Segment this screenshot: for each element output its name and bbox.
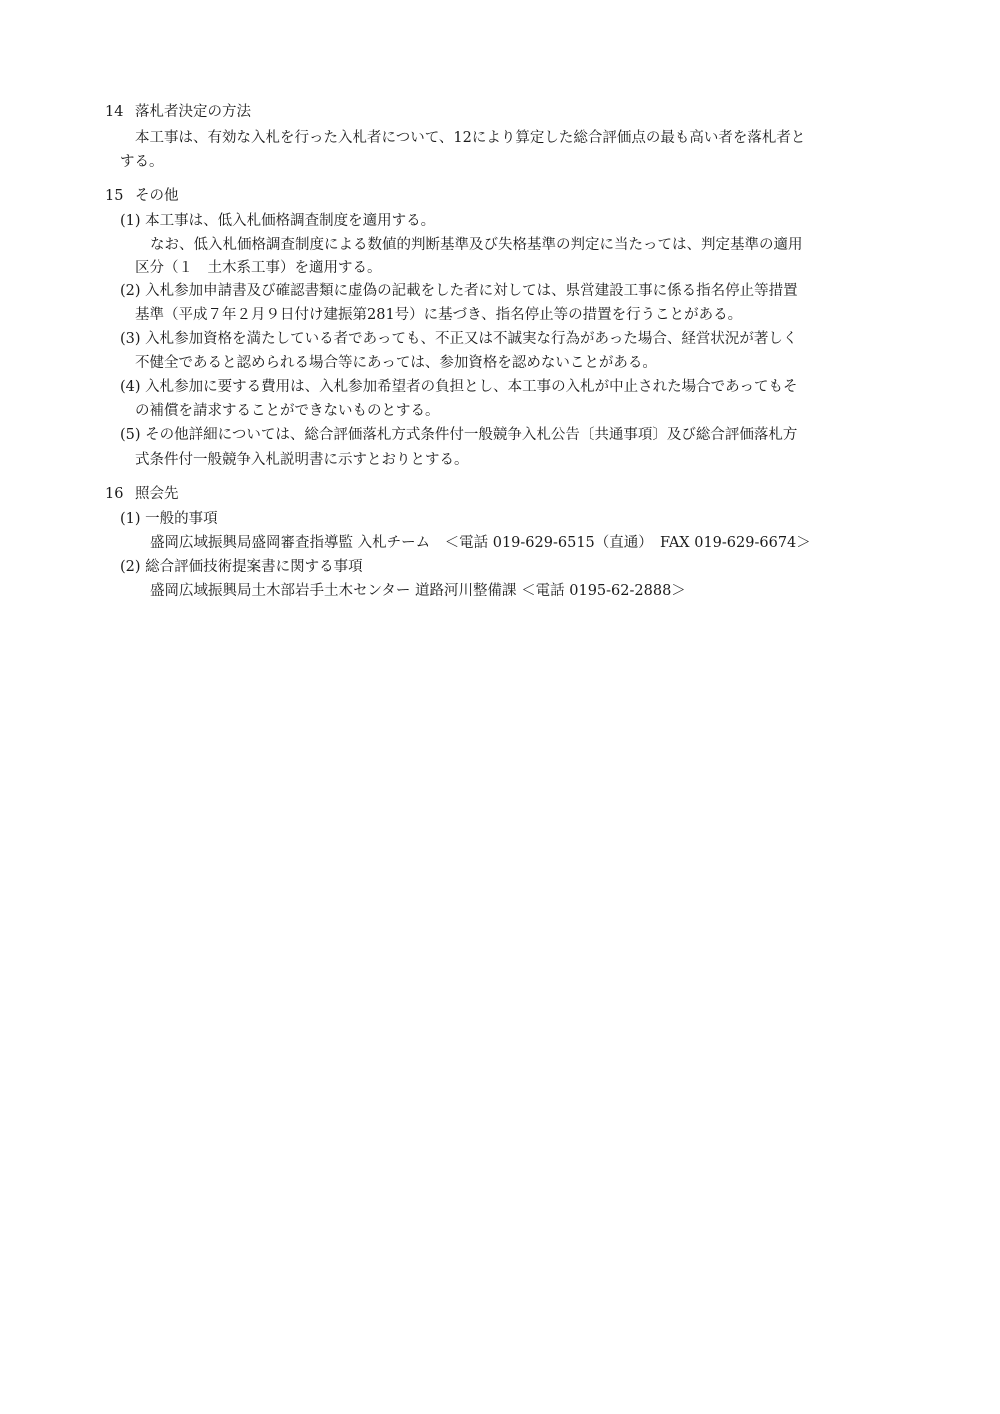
section-15-item-4-line-2: の補償を請求することができないものとする。 (135, 403, 440, 419)
section-15-item-1-line-2: なお、低入札価格調査制度による数値的判断基準及び失格基準の判定に当たっては、判定基準の適用 (150, 237, 803, 253)
item-text: 総合評価技術提案書に関する事項 (145, 559, 363, 575)
section-15-item-2-line-2: 基準（平成７年２月９日付け建振第281号）に基づき、指名停止等の措置を行うことがある。 (135, 307, 743, 323)
section-15-item-4-line-1 (120, 377, 798, 397)
item-text: 本工事は、低入札価格調査制度を適用する。 (145, 213, 436, 229)
section-14-body-line-2: する。 (120, 154, 164, 170)
section-16-item-1-contact: 盛岡広域振興局盛岡審査指導監 入札チーム ＜電話 019-629-6515（直通） FAX 019-629-6674＞ (150, 535, 811, 551)
section-15-item-5-line-2: 式条件付一般競争入札説明書に示すとおりとする。 (135, 452, 469, 468)
section-14-body-line-1: 本工事は、有効な入札を行った入札者について、12により算定した総合評価点の最も高い者を落札者と (135, 130, 806, 146)
item-label: (5) (120, 427, 141, 443)
section-16-item-2-title (120, 557, 363, 577)
section-16-item-1-title (120, 509, 218, 529)
item-label: (2) (120, 559, 141, 575)
section-number: 16 (105, 486, 124, 502)
section-16-heading (105, 484, 179, 504)
item-text: 入札参加資格を満たしている者であっても、不正又は不誠実な行為があった場合、経営状況が著しく (145, 331, 798, 347)
item-label: (4) (120, 379, 141, 395)
section-15-item-3-line-1 (120, 329, 797, 349)
section-15-item-1-line-1 (120, 211, 435, 231)
item-label: (1) (120, 511, 141, 527)
section-title: その他 (135, 188, 179, 204)
section-title: 落札者決定の方法 (135, 104, 251, 120)
item-text: 入札参加に要する費用は、入札参加希望者の負担とし、本工事の入札が中止された場合であってもそ (145, 379, 798, 395)
item-text: 入札参加申請書及び確認書類に虚偽の記載をした者に対しては、県営建設工事に係る指名停止等措置 (145, 283, 798, 299)
section-15-item-2-line-1 (120, 281, 798, 301)
section-number: 15 (105, 188, 124, 204)
item-label: (2) (120, 283, 141, 299)
item-text: 一般的事項 (145, 511, 218, 527)
section-16-item-2-contact: 盛岡広域振興局土木部岩手土木センター 道路河川整備課 ＜電話 0195-62-2888＞ (150, 583, 686, 599)
section-14-heading (105, 102, 251, 122)
item-label: (3) (120, 331, 141, 347)
section-15-item-3-line-2: 不健全であると認められる場合等にあっては、参加資格を認めないことがある。 (135, 355, 657, 371)
section-number: 14 (105, 104, 124, 120)
item-text: その他詳細については、総合評価落札方式条件付一般競争入札公告〔共通事項〕及び総合評価落札方 (145, 427, 798, 443)
section-15-heading (105, 186, 179, 206)
section-title: 照会先 (135, 486, 179, 502)
section-15-item-5-line-1 (120, 425, 797, 445)
section-15-item-1-line-3: 区分（１ 土木系工事）を適用する。 (135, 260, 382, 276)
item-label: (1) (120, 213, 141, 229)
